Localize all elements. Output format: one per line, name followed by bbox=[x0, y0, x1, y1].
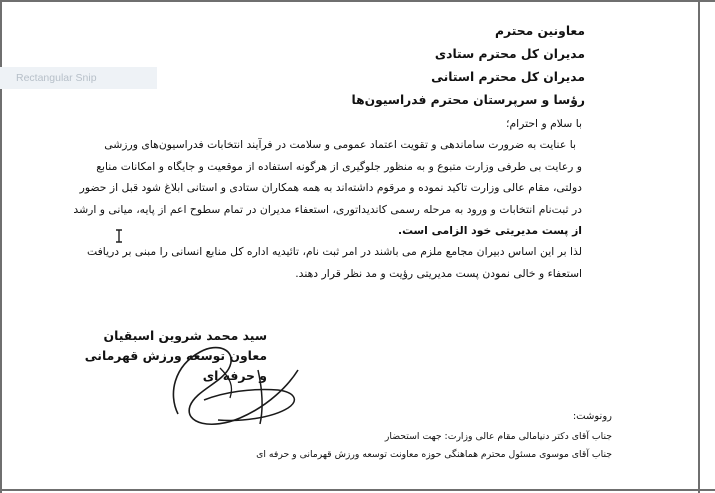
cc-block bbox=[256, 406, 612, 464]
signatory-title: معاون توسعه ورزش قهرمانی bbox=[84, 348, 267, 363]
frame-line-bottom bbox=[0, 489, 715, 491]
body-line: لذا بر این اساس دبیران مجامع ملزم می باشند در امر ثبت نام، تائیدیه اداره کل منابع انسانی را مبنی بر دریافت bbox=[87, 245, 582, 259]
text-cursor-icon bbox=[115, 229, 123, 243]
addressee-line: مدیران کل محترم ستادی bbox=[434, 47, 585, 61]
body-line: دولتی، مقام عالی وزارت تاکید نموده و مرقوم داشته‌اند به همه همکاران ستادی و استانی ابلاغ شود قبل از حضور bbox=[79, 181, 582, 195]
addressee-line: معاونین محترم bbox=[495, 24, 585, 38]
frame-line-top bbox=[0, 0, 715, 2]
addressee-line: مدیران کل محترم استانی bbox=[431, 70, 585, 84]
rectangular-snip-label[interactable]: Rectangular Snip bbox=[0, 67, 157, 89]
body-line: و رعایت بی طرفی وزارت متبوع و به منظور جلوگیری از هرگونه استفاده از موقعیت و جایگاه و امکانات منابع bbox=[96, 159, 582, 173]
cc-item: جناب آقای دکتر دنیامالی مقام عالی وزارت: جهت استحضار bbox=[384, 431, 612, 442]
addressee-block bbox=[351, 20, 585, 112]
cc-item: جناب آقای موسوی مسئول محترم هماهنگی حوزه معاونت توسعه ورزش قهرمانی و حرفه ای bbox=[256, 449, 612, 460]
salutation: با سلام و احترام؛ bbox=[506, 117, 582, 130]
body-line: از پست مدیریتی خود الزامی است. bbox=[398, 223, 582, 237]
frame-line-right bbox=[698, 0, 700, 493]
signatory-name: سید محمد شروین اسبقیان bbox=[103, 328, 267, 343]
letter-body bbox=[72, 113, 582, 284]
body-line: در ثبت‌نام انتخابات و ورود به مرحله رسمی کاندیداتوری، استعفاء مدیران در تمام سطوح اعم از پایه، میانی و ارشد bbox=[73, 202, 582, 216]
signatory-title: و حرفه ای bbox=[202, 368, 267, 383]
addressee-line: رؤسا و سرپرستان محترم فدراسیون‌ها bbox=[351, 93, 585, 107]
body-line: با عنایت به ضرورت ساماندهی و تقویت اعتماد عمومی و سلامت در فرآیند انتخابات فدراسیون‌های ورزشی bbox=[104, 138, 576, 152]
body-line: استعفاء و خالی نمودن پست مدیریتی رؤیت و مد نظر قرار دهند. bbox=[295, 266, 582, 280]
cc-title: رونوشت: bbox=[572, 411, 612, 422]
